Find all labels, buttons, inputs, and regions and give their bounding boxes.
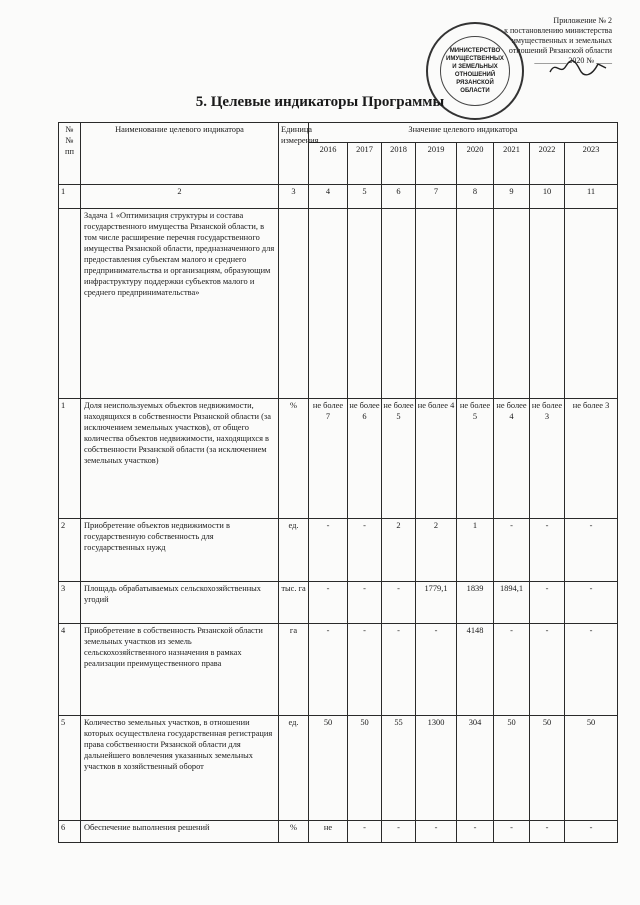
- value-cell: 1839: [457, 582, 494, 624]
- value-cell: -: [382, 821, 416, 843]
- indicator-name: Площадь обрабатываемых сельскохозяйственных угодий: [81, 582, 279, 624]
- indicator-name: Количество земельных участков, в отношении которых осуществлена государственная регистрация права собственности Рязанской области для дальнейшего вовлечения указанных земельных участков в хозяйственный оборот: [81, 716, 279, 821]
- header-unit: Единица измерения: [279, 123, 309, 185]
- col-number: 7: [416, 185, 457, 209]
- value-cell: не более 5: [382, 399, 416, 519]
- value-cell: -: [416, 821, 457, 843]
- row-num: 6: [59, 821, 81, 843]
- annex-line: Приложение № 2: [553, 16, 612, 25]
- table-row: [59, 582, 618, 624]
- row-num: 3: [59, 582, 81, 624]
- value-cell: 1894,1: [494, 582, 530, 624]
- col-number: 6: [382, 185, 416, 209]
- col-number: 5: [348, 185, 382, 209]
- year-cell: 2017: [348, 143, 382, 185]
- value-cell: -: [348, 624, 382, 716]
- table-row: [59, 716, 618, 821]
- col-number: 4: [309, 185, 348, 209]
- table-row: [59, 821, 618, 843]
- year-cell: 2018: [382, 143, 416, 185]
- value-cell: -: [530, 821, 565, 843]
- row-num: 5: [59, 716, 81, 821]
- value-cell: 2: [416, 519, 457, 582]
- value-cell: 55: [382, 716, 416, 821]
- value-cell: -: [382, 624, 416, 716]
- row-num: 4: [59, 624, 81, 716]
- col-number: 3: [279, 185, 309, 209]
- indicator-unit: ед.: [279, 716, 309, 821]
- annex-line: имущественных и земельных: [511, 36, 612, 45]
- signature-mark: [548, 58, 608, 78]
- row-num: 1: [59, 399, 81, 519]
- stamp-text: И ЗЕМЕЛЬНЫХ: [452, 64, 498, 70]
- indicator-unit: га: [279, 624, 309, 716]
- stamp-text: МИНИСТЕРСТВО: [449, 48, 501, 54]
- value-cell: 50: [309, 716, 348, 821]
- value-cell: 304: [457, 716, 494, 821]
- value-cell: 50: [530, 716, 565, 821]
- value-cell: -: [530, 582, 565, 624]
- value-cell: -: [309, 582, 348, 624]
- value-cell: -: [348, 519, 382, 582]
- col-number: 11: [565, 185, 618, 209]
- value-cell: 50: [494, 716, 530, 821]
- value-cell: -: [565, 624, 618, 716]
- value-cell: не более 5: [457, 399, 494, 519]
- value-cell: -: [382, 582, 416, 624]
- indicator-unit: тыс. га: [279, 582, 309, 624]
- value-cell: не более 4: [494, 399, 530, 519]
- year-cell: 2019: [416, 143, 457, 185]
- value-cell: не более 3: [565, 399, 618, 519]
- year-cell: 2016: [309, 143, 348, 185]
- col-number: 2: [81, 185, 279, 209]
- annex-dateline: ________ 2020 № ____: [534, 56, 612, 65]
- value-cell: 1300: [416, 716, 457, 821]
- year-cell: 2023: [565, 143, 618, 185]
- annex-line: к постановлению министерства: [504, 26, 612, 35]
- header-num: № № пп: [59, 123, 81, 185]
- value-cell: -: [348, 582, 382, 624]
- value-cell: -: [494, 519, 530, 582]
- stamp-text: ИМУЩЕСТВЕННЫХ: [446, 56, 504, 62]
- header-values: Значение целевого индикатора: [309, 123, 618, 143]
- value-cell: -: [457, 821, 494, 843]
- value-cell: -: [494, 624, 530, 716]
- value-cell: 2: [382, 519, 416, 582]
- stamp-text: ОБЛАСТИ: [460, 88, 490, 94]
- indicator-name: Приобретение в собственность Рязанской области земельных участков из земель сельскохозяйственного назначения в рамках реализации преимущественного права: [81, 624, 279, 716]
- value-cell: -: [565, 582, 618, 624]
- page-title: 5. Целевые индикаторы Программы: [195, 94, 445, 110]
- value-cell: не более 3: [530, 399, 565, 519]
- value-cell: -: [348, 821, 382, 843]
- value-cell: 4148: [457, 624, 494, 716]
- indicator-name: Обеспечение выполнения решений: [81, 821, 279, 843]
- value-cell: -: [530, 624, 565, 716]
- indicator-name: Приобретение объектов недвижимости в государственную собственность для государственных нужд: [81, 519, 279, 582]
- indicator-name: Доля неиспользуемых объектов недвижимости, находящихся в собственности Рязанской области (за исключением земельных участков), от общего количества объектов недвижимости, находящихся в собственности Рязанской области (за исключением земельных участков): [81, 399, 279, 519]
- col-number: 9: [494, 185, 530, 209]
- indicator-unit: ед.: [279, 519, 309, 582]
- value-cell: -: [309, 624, 348, 716]
- value-cell: 1779,1: [416, 582, 457, 624]
- value-cell: не: [309, 821, 348, 843]
- annex-line: отношений Рязанской области: [508, 46, 612, 55]
- task-description: Задача 1 «Оптимизация структуры и состава государственного имущества Рязанской области, в том числе расширение перечня государственного имущества Рязанской области, предназначенного для предоставления субъектам малого и среднего предпринимательства и организациям, образующим инфраструктуру поддержки субъектов малого и среднего предпринимательства»: [81, 209, 279, 399]
- year-cell: 2021: [494, 143, 530, 185]
- col-number: 10: [530, 185, 565, 209]
- col-number: 8: [457, 185, 494, 209]
- value-cell: не более 7: [309, 399, 348, 519]
- header-name: Наименование целевого индикатора: [81, 123, 279, 185]
- indicator-unit: %: [279, 399, 309, 519]
- value-cell: 50: [565, 716, 618, 821]
- row-num: 2: [59, 519, 81, 582]
- value-cell: не более 6: [348, 399, 382, 519]
- value-cell: не более 4: [416, 399, 457, 519]
- header-row: [59, 123, 618, 143]
- value-cell: 50: [348, 716, 382, 821]
- table-row: [59, 399, 618, 519]
- col-number: 1: [59, 185, 81, 209]
- value-cell: -: [565, 519, 618, 582]
- table-row: [59, 624, 618, 716]
- column-number-row: [59, 185, 618, 209]
- value-cell: 1: [457, 519, 494, 582]
- value-cell: -: [309, 519, 348, 582]
- value-cell: -: [416, 624, 457, 716]
- indicators-table: [58, 122, 618, 843]
- stamp-text: РЯЗАНСКОЙ: [456, 80, 494, 86]
- table-row: [59, 519, 618, 582]
- value-cell: -: [565, 821, 618, 843]
- value-cell: -: [530, 519, 565, 582]
- year-cell: 2020: [457, 143, 494, 185]
- value-cell: -: [494, 821, 530, 843]
- task-row: [59, 209, 618, 399]
- stamp-text: ОТНОШЕНИЙ: [454, 72, 496, 78]
- year-cell: 2022: [530, 143, 565, 185]
- indicator-unit: %: [279, 821, 309, 843]
